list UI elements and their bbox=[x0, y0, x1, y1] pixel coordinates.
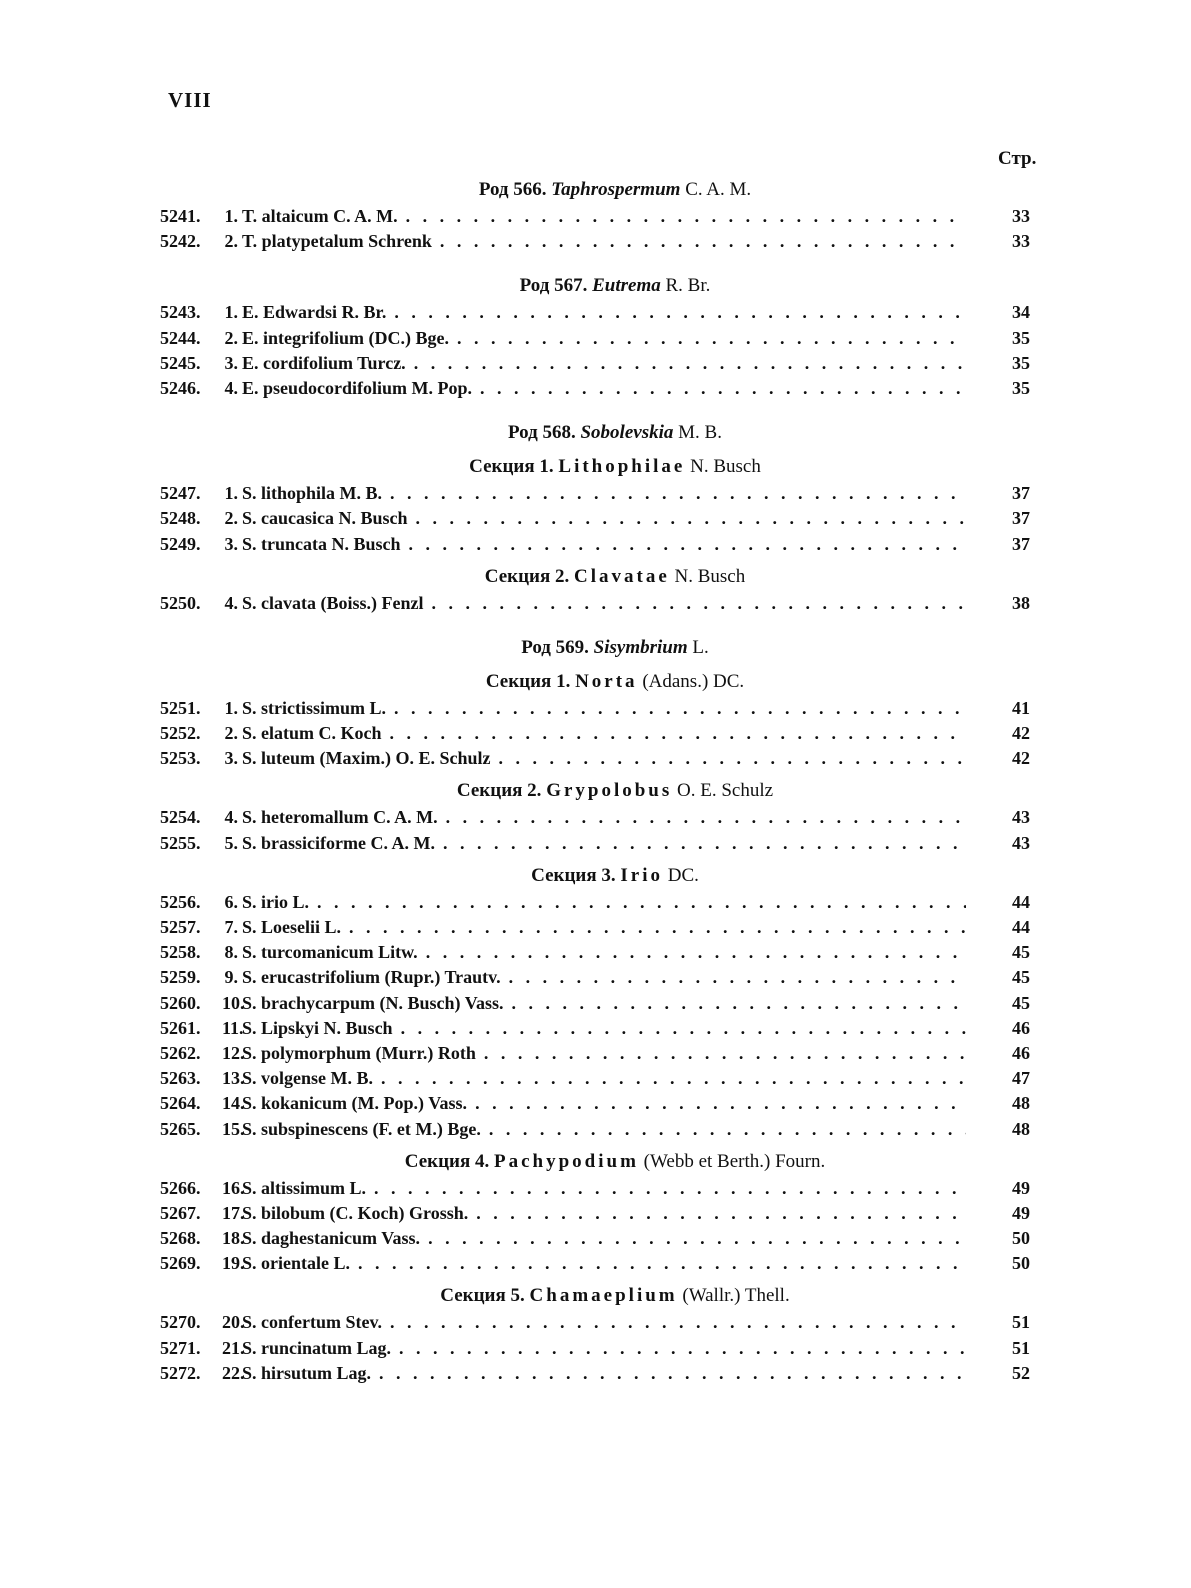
entry-index: 3. bbox=[224, 748, 238, 769]
entry-index: 4. bbox=[224, 377, 238, 398]
dot-leader bbox=[414, 351, 966, 376]
entry-index: 12. bbox=[222, 1042, 245, 1063]
section-author: (Adans.) DC. bbox=[642, 670, 745, 692]
section-label: Секция 4. bbox=[404, 1150, 490, 1172]
entry-number: 5270. bbox=[160, 1312, 201, 1333]
entry-index: 1. bbox=[224, 206, 238, 226]
toc-entry bbox=[160, 376, 1030, 401]
species-name: S. turcomanicum Litw. bbox=[242, 942, 418, 963]
page-number: VIII bbox=[168, 88, 212, 112]
entry-page: 50 bbox=[1012, 1228, 1030, 1249]
entry-index: 3. bbox=[224, 352, 238, 373]
entry-index: 20. bbox=[222, 1312, 245, 1333]
section-heading bbox=[160, 1282, 1030, 1310]
entry-number: 5259. bbox=[160, 967, 201, 988]
dot-leader bbox=[484, 1041, 966, 1066]
dot-leader bbox=[499, 746, 966, 771]
entry-page: 49 bbox=[1012, 1177, 1030, 1198]
genus-label: Род 566. bbox=[478, 179, 547, 200]
toc-entry bbox=[160, 300, 1030, 325]
entry-index: 10. bbox=[222, 992, 245, 1013]
dot-leader bbox=[489, 1117, 966, 1142]
entry-index: 2. bbox=[224, 327, 238, 348]
entry-number: 5253. bbox=[160, 748, 201, 769]
entry-index: 2. bbox=[224, 723, 238, 744]
entry-index: 15. bbox=[222, 1118, 245, 1139]
species-name: S. polymorphum (Murr.) Roth bbox=[242, 1042, 476, 1063]
entry-number: 5268. bbox=[160, 1228, 201, 1249]
section-heading bbox=[160, 453, 1030, 481]
toc-entry bbox=[160, 1361, 1030, 1386]
dot-leader bbox=[416, 506, 966, 531]
species-name: S. hirsutum Lag. bbox=[242, 1362, 372, 1383]
toc-entry bbox=[160, 1201, 1030, 1226]
toc-entry bbox=[160, 1066, 1030, 1091]
entry-page: 33 bbox=[1012, 231, 1030, 252]
entry-number: 5248. bbox=[160, 508, 201, 529]
species-name: S. brachycarpum (N. Busch) Vass. bbox=[242, 992, 504, 1013]
entry-page: 33 bbox=[1012, 206, 1030, 226]
species-name: S. daghestanicum Vass. bbox=[242, 1228, 421, 1249]
entry-page: 44 bbox=[1012, 891, 1030, 912]
toc-entry bbox=[160, 1117, 1030, 1142]
dot-leader bbox=[379, 1361, 966, 1386]
section-name: Irio bbox=[620, 864, 663, 886]
genus-heading bbox=[160, 176, 1030, 204]
section-label: Секция 1. bbox=[469, 456, 554, 478]
dot-leader bbox=[390, 481, 966, 506]
entry-page: 35 bbox=[1012, 377, 1030, 398]
section-label: Секция 3. bbox=[531, 864, 616, 886]
toc-entry bbox=[160, 696, 1030, 721]
section-heading bbox=[160, 668, 1030, 696]
species-name: S. strictissimum L. bbox=[242, 697, 386, 718]
entry-number: 5252. bbox=[160, 723, 201, 744]
entry-page: 51 bbox=[1012, 1337, 1030, 1358]
species-name: S. irio L. bbox=[242, 891, 310, 912]
entry-page: 48 bbox=[1012, 1118, 1030, 1139]
dot-leader bbox=[428, 1226, 966, 1251]
dot-leader bbox=[390, 721, 967, 746]
species-name: S. brassiciforme C. A. M. bbox=[242, 832, 435, 853]
dot-leader bbox=[394, 300, 966, 325]
species-name: E. cordifolium Turcz. bbox=[242, 352, 406, 373]
toc-entry bbox=[160, 1336, 1030, 1361]
dot-leader bbox=[390, 1310, 966, 1335]
species-name: S. erucastrifolium (Rupr.) Trautv. bbox=[242, 967, 501, 988]
entry-index: 16. bbox=[222, 1177, 245, 1198]
dot-leader bbox=[480, 376, 966, 401]
toc-entry bbox=[160, 746, 1030, 771]
entry-number: 5263. bbox=[160, 1068, 201, 1089]
section-name: Lithophilae bbox=[558, 456, 686, 478]
entry-page: 37 bbox=[1012, 508, 1030, 529]
species-name: T. altaicum C. A. M. bbox=[242, 206, 398, 226]
page-column-label: Стр. bbox=[998, 148, 1037, 169]
entry-index: 1. bbox=[224, 302, 238, 323]
entry-index: 19. bbox=[222, 1253, 245, 1274]
dot-leader bbox=[475, 1091, 966, 1116]
toc-entry bbox=[160, 915, 1030, 940]
dot-leader bbox=[512, 991, 966, 1016]
toc-entry bbox=[160, 1091, 1030, 1116]
entry-index: 2. bbox=[224, 231, 238, 252]
entry-index: 1. bbox=[224, 697, 238, 718]
entry-index: 6. bbox=[224, 891, 238, 912]
entry-page: 43 bbox=[1012, 832, 1030, 853]
entry-index: 1. bbox=[224, 483, 238, 504]
entry-number: 5266. bbox=[160, 1177, 201, 1198]
section-heading bbox=[160, 563, 1030, 591]
entry-number: 5246. bbox=[160, 377, 201, 398]
section-name: Chamaeplium bbox=[529, 1285, 678, 1307]
toc-entry bbox=[160, 805, 1030, 830]
entry-number: 5271. bbox=[160, 1337, 201, 1358]
entry-number: 5261. bbox=[160, 1017, 201, 1038]
entry-number: 5269. bbox=[160, 1253, 201, 1274]
entry-number: 5251. bbox=[160, 697, 201, 718]
toc-entry bbox=[160, 991, 1030, 1016]
dot-leader bbox=[443, 831, 966, 856]
dot-leader bbox=[401, 1016, 966, 1041]
entry-page: 49 bbox=[1012, 1202, 1030, 1223]
dot-leader bbox=[440, 229, 966, 254]
entry-number: 5260. bbox=[160, 992, 201, 1013]
section-name: Pachypodium bbox=[494, 1150, 639, 1172]
genus-group bbox=[160, 272, 1030, 401]
entry-page: 45 bbox=[1012, 967, 1030, 988]
entry-index: 5. bbox=[224, 832, 238, 853]
entry-page: 44 bbox=[1012, 917, 1030, 937]
section-label: Секция 5. bbox=[440, 1285, 525, 1307]
toc-entry bbox=[160, 204, 1030, 229]
genus-label: Род 569. bbox=[521, 636, 589, 658]
toc-entry bbox=[160, 1251, 1030, 1276]
entry-number: 5272. bbox=[160, 1362, 201, 1383]
species-name: S. clavata (Boiss.) Fenzl bbox=[242, 592, 424, 613]
entry-number: 5243. bbox=[160, 302, 201, 323]
genus-heading bbox=[160, 419, 1030, 447]
genus-author: M. B. bbox=[678, 422, 722, 444]
entry-number: 5249. bbox=[160, 533, 201, 554]
species-name: S. caucasica N. Busch bbox=[242, 508, 408, 529]
entry-page: 35 bbox=[1012, 352, 1030, 373]
toc-entry bbox=[160, 721, 1030, 746]
section-label: Секция 1. bbox=[485, 670, 571, 692]
entry-index: 8. bbox=[224, 942, 238, 963]
entry-number: 5241. bbox=[160, 206, 201, 226]
genus-author: L. bbox=[692, 636, 709, 658]
species-name: E. Edwardsi R. Br. bbox=[242, 302, 387, 323]
entry-page: 42 bbox=[1012, 723, 1030, 744]
toc-entry bbox=[160, 1310, 1030, 1335]
entry-number: 5245. bbox=[160, 352, 201, 373]
dot-leader bbox=[476, 1201, 966, 1226]
species-name: S. bilobum (C. Koch) Grossh. bbox=[242, 1202, 469, 1223]
entry-number: 5258. bbox=[160, 942, 201, 963]
section-heading bbox=[160, 862, 1030, 890]
entry-index: 13. bbox=[222, 1068, 245, 1089]
entry-page: 45 bbox=[1012, 942, 1030, 963]
species-name: S. elatum C. Koch bbox=[242, 723, 382, 744]
dot-leader bbox=[406, 204, 966, 229]
entry-index: 4. bbox=[224, 592, 238, 613]
entry-index: 2. bbox=[224, 508, 238, 529]
dot-leader bbox=[349, 915, 966, 940]
species-name: E. integrifolium (DC.) Bge. bbox=[242, 327, 449, 348]
toc-entry bbox=[160, 229, 1030, 254]
genus-name: Eutrema bbox=[592, 275, 661, 297]
species-name: E. pseudocordifolium M. Pop. bbox=[242, 377, 473, 398]
entry-number: 5242. bbox=[160, 231, 201, 252]
dot-leader bbox=[394, 696, 966, 721]
genus-label: Род 568. bbox=[508, 422, 576, 444]
genus-author: C. A. M. bbox=[685, 179, 752, 200]
section-author: (Wallr.) Thell. bbox=[682, 1285, 790, 1307]
entry-page: 51 bbox=[1012, 1312, 1030, 1333]
section-author: N. Busch bbox=[690, 456, 761, 478]
entry-index: 17. bbox=[222, 1202, 245, 1223]
section-name: Grypolobus bbox=[546, 780, 673, 802]
species-name: S. truncata N. Busch bbox=[242, 533, 401, 554]
dot-leader bbox=[358, 1251, 966, 1276]
entry-page: 37 bbox=[1012, 533, 1030, 554]
species-name: S. orientale L. bbox=[242, 1253, 350, 1274]
entry-number: 5256. bbox=[160, 891, 201, 912]
toc-entry bbox=[160, 965, 1030, 990]
toc-entry bbox=[160, 940, 1030, 965]
dot-leader bbox=[446, 805, 966, 830]
entry-number: 5265. bbox=[160, 1118, 201, 1139]
species-name: S. lithophila M. B. bbox=[242, 483, 383, 504]
entry-index: 7. bbox=[224, 917, 238, 937]
entry-number: 5264. bbox=[160, 1093, 201, 1114]
section-label: Секция 2. bbox=[484, 565, 570, 587]
entry-index: 11. bbox=[222, 1017, 244, 1038]
genus-heading bbox=[160, 634, 1030, 662]
section-name: Norta bbox=[575, 670, 638, 692]
entry-page: 50 bbox=[1012, 1253, 1030, 1274]
dot-leader bbox=[317, 890, 966, 915]
dot-leader bbox=[432, 591, 967, 616]
genus-label: Род 567. bbox=[519, 275, 588, 297]
entry-index: 14. bbox=[222, 1093, 245, 1114]
entry-page: 47 bbox=[1012, 1068, 1030, 1089]
entry-number: 5267. bbox=[160, 1202, 201, 1223]
genus-author: R. Br. bbox=[665, 275, 711, 297]
toc-entry bbox=[160, 1176, 1030, 1201]
species-name: S. heteromallum C. A. M. bbox=[242, 807, 438, 828]
section-author: DC. bbox=[667, 864, 699, 886]
table-of-contents bbox=[160, 176, 1030, 1386]
entry-index: 18. bbox=[222, 1228, 245, 1249]
genus-name: Taphrospermum bbox=[551, 179, 681, 200]
entry-index: 4. bbox=[224, 807, 238, 828]
entry-number: 5257. bbox=[160, 917, 201, 937]
dot-leader bbox=[409, 532, 966, 557]
genus-group bbox=[160, 419, 1030, 616]
section-author: O. E. Schulz bbox=[677, 780, 774, 802]
dot-leader bbox=[381, 1066, 966, 1091]
dot-leader bbox=[426, 940, 966, 965]
section-heading bbox=[160, 777, 1030, 805]
entry-number: 5262. bbox=[160, 1042, 201, 1063]
entry-page: 48 bbox=[1012, 1093, 1030, 1114]
genus-name: Sobolevskia bbox=[580, 422, 674, 444]
species-name: S. volgense M. B. bbox=[242, 1068, 374, 1089]
entry-page: 46 bbox=[1012, 1042, 1030, 1063]
entry-number: 5244. bbox=[160, 327, 201, 348]
section-label: Секция 2. bbox=[456, 780, 542, 802]
species-name: S. Loeselii L. bbox=[242, 917, 342, 937]
entry-number: 5247. bbox=[160, 483, 201, 504]
section-author: (Webb et Berth.) Fourn. bbox=[643, 1150, 826, 1172]
section-name: Clavatae bbox=[574, 565, 670, 587]
entry-index: 9. bbox=[224, 967, 238, 988]
toc-entry bbox=[160, 890, 1030, 915]
toc-entry bbox=[160, 481, 1030, 506]
entry-page: 34 bbox=[1012, 302, 1030, 323]
entry-page: 38 bbox=[1012, 592, 1030, 613]
dot-leader bbox=[457, 326, 966, 351]
toc-entry bbox=[160, 326, 1030, 351]
entry-page: 35 bbox=[1012, 327, 1030, 348]
species-name: S. subspinescens (F. et M.) Bge. bbox=[242, 1118, 481, 1139]
species-name: S. runcinatum Lag. bbox=[242, 1337, 392, 1358]
entry-index: 22. bbox=[222, 1362, 245, 1383]
entry-page: 42 bbox=[1012, 748, 1030, 769]
section-heading bbox=[160, 1148, 1030, 1176]
entry-page: 46 bbox=[1012, 1017, 1030, 1038]
section-author: N. Busch bbox=[674, 565, 746, 587]
toc-entry bbox=[160, 1226, 1030, 1251]
genus-heading bbox=[160, 272, 1030, 300]
entry-number: 5250. bbox=[160, 592, 201, 613]
toc-entry bbox=[160, 591, 1030, 616]
dot-leader bbox=[399, 1336, 966, 1361]
genus-group bbox=[160, 634, 1030, 1386]
entry-index: 3. bbox=[224, 533, 238, 554]
genus-group bbox=[160, 176, 1030, 254]
entry-number: 5254. bbox=[160, 807, 201, 828]
species-name: S. kokanicum (M. Pop.) Vass. bbox=[242, 1093, 468, 1114]
entry-page: 52 bbox=[1012, 1362, 1030, 1383]
entry-page: 43 bbox=[1012, 807, 1030, 828]
genus-name: Sisymbrium bbox=[593, 636, 688, 658]
toc-entry bbox=[160, 831, 1030, 856]
toc-entry bbox=[160, 1041, 1030, 1066]
toc-entry bbox=[160, 1016, 1030, 1041]
entry-number: 5255. bbox=[160, 832, 201, 853]
toc-entry bbox=[160, 532, 1030, 557]
species-name: S. Lipskyi N. Busch bbox=[242, 1017, 393, 1038]
species-name: S. confertum Stev. bbox=[242, 1312, 382, 1333]
species-name: T. platypetalum Schrenk bbox=[242, 231, 432, 252]
toc-entry bbox=[160, 506, 1030, 531]
toc-entry bbox=[160, 351, 1030, 376]
entry-page: 37 bbox=[1012, 483, 1030, 504]
entry-index: 21. bbox=[222, 1337, 245, 1358]
dot-leader bbox=[509, 965, 966, 990]
species-name: S. luteum (Maxim.) O. E. Schulz bbox=[242, 748, 491, 769]
species-name: S. altissimum L. bbox=[242, 1177, 367, 1198]
entry-page: 45 bbox=[1012, 992, 1030, 1013]
entry-page: 41 bbox=[1012, 697, 1030, 718]
dot-leader bbox=[374, 1176, 966, 1201]
